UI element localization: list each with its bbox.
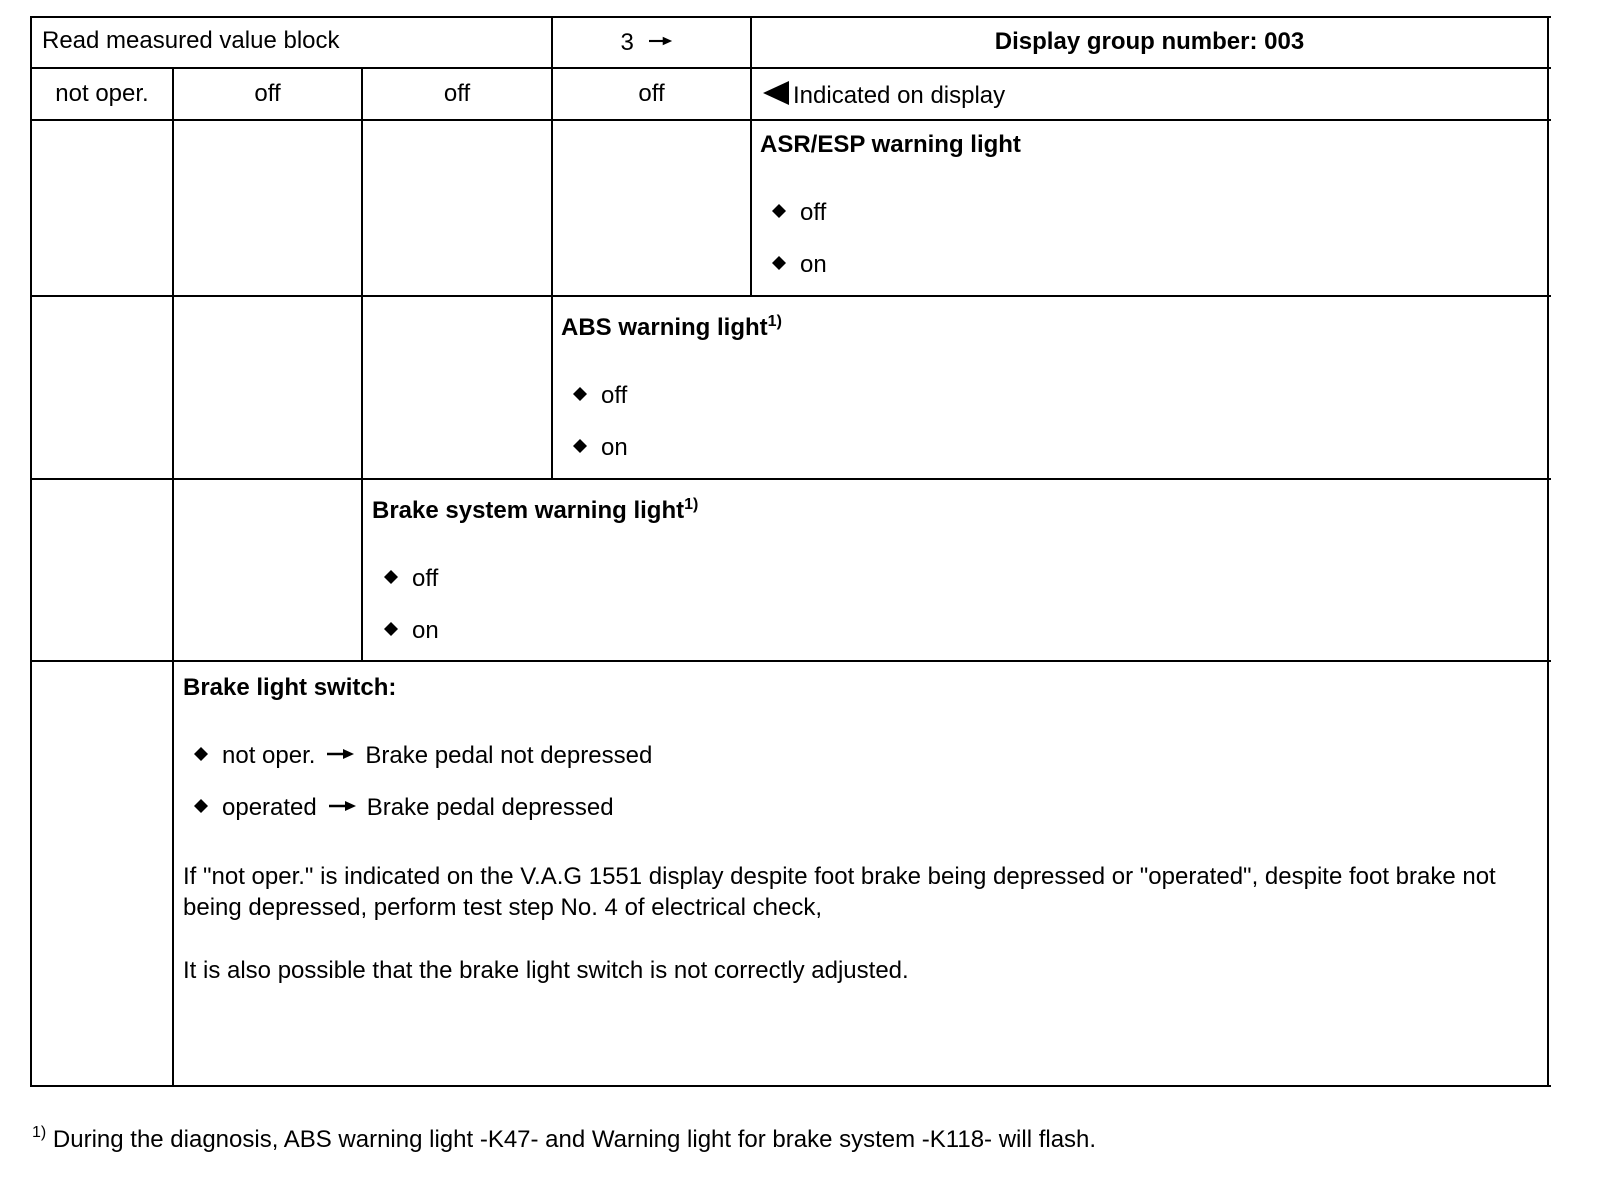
indicated-label: Indicated on display (793, 82, 1006, 109)
option-label: off (601, 382, 628, 409)
diamond-bullet-icon (384, 622, 398, 636)
footnote-marker: 1) (32, 1124, 47, 1141)
asr-esp-option-on (772, 251, 827, 279)
table-border-left (30, 16, 32, 1087)
asr-esp-option-off (772, 199, 826, 227)
option-label: off (800, 199, 827, 226)
abs-option-off (573, 382, 627, 410)
state-description: Brake pedal not depressed (365, 742, 653, 769)
diamond-bullet-icon (772, 256, 786, 270)
table-divider (31, 478, 1551, 480)
right-arrow-icon (327, 748, 355, 760)
brake-system-option-off (384, 565, 438, 593)
table-divider (31, 660, 1551, 662)
indicated-on-display (763, 81, 1005, 110)
footnote (32, 1126, 1096, 1154)
diamond-bullet-icon (573, 387, 587, 401)
display-field-3: off (443, 80, 471, 107)
diamond-bullet-icon (573, 439, 587, 453)
table-divider (31, 295, 1551, 297)
brake-switch-state-operated (194, 794, 614, 822)
column-divider (750, 16, 752, 297)
group-step-number: 3 (620, 29, 634, 56)
diamond-bullet-icon (772, 204, 786, 218)
table-border-bottom (31, 1085, 1551, 1087)
column-divider (361, 67, 363, 662)
footnote-ref: 1) (767, 313, 782, 330)
brake-switch-state-not-operated (194, 742, 652, 770)
brake-system-title-text: Brake system warning light (372, 497, 685, 524)
state-label: not oper. (222, 742, 316, 769)
display-field-1: not oper. (55, 80, 149, 107)
state-label: operated (222, 794, 317, 821)
right-arrow-icon (329, 800, 357, 812)
column-divider (172, 67, 174, 1087)
diamond-bullet-icon (194, 799, 208, 813)
footnote-ref: 1) (684, 496, 699, 513)
brake-switch-title: Brake light switch: (183, 674, 397, 701)
table-divider (31, 67, 1551, 69)
option-label: on (601, 434, 628, 461)
brake-switch-note-1: If "not oper." is indicated on the V.A.G 1551 display despite foot brake being depressed or "operated", despite foot brake not being depressed, perform test step No. 4 of electrical check, (183, 863, 1496, 921)
brake-system-option-on (384, 617, 439, 645)
brake-system-title (372, 497, 698, 525)
option-label: on (800, 251, 827, 278)
footnote-text: During the diagnosis, ABS warning light -K47- and Warning light for brake system -K118- will flash. (52, 1126, 1097, 1153)
pointer-left-icon (763, 81, 789, 105)
abs-option-on (573, 434, 628, 462)
diamond-bullet-icon (194, 747, 208, 761)
asr-esp-title: ASR/ESP warning light (760, 131, 1021, 158)
display-group-number: Display group number: 003 (994, 28, 1305, 55)
brake-switch-note-2: It is also possible that the brake light switch is not correctly adjusted. (183, 957, 909, 984)
table-divider (31, 119, 1551, 121)
option-label: on (412, 617, 439, 644)
display-field-2: off (254, 80, 281, 107)
display-field-4: off (638, 80, 665, 107)
abs-title-text: ABS warning light (561, 314, 768, 341)
abs-title (561, 314, 782, 342)
table-border-top (31, 16, 1551, 18)
header-title: Read measured value block (42, 27, 340, 54)
option-label: off (412, 565, 439, 592)
diamond-bullet-icon (384, 570, 398, 584)
state-description: Brake pedal depressed (366, 794, 614, 821)
right-arrow-icon (649, 35, 673, 47)
group-step (553, 29, 750, 57)
table-border-right (1547, 16, 1549, 1087)
